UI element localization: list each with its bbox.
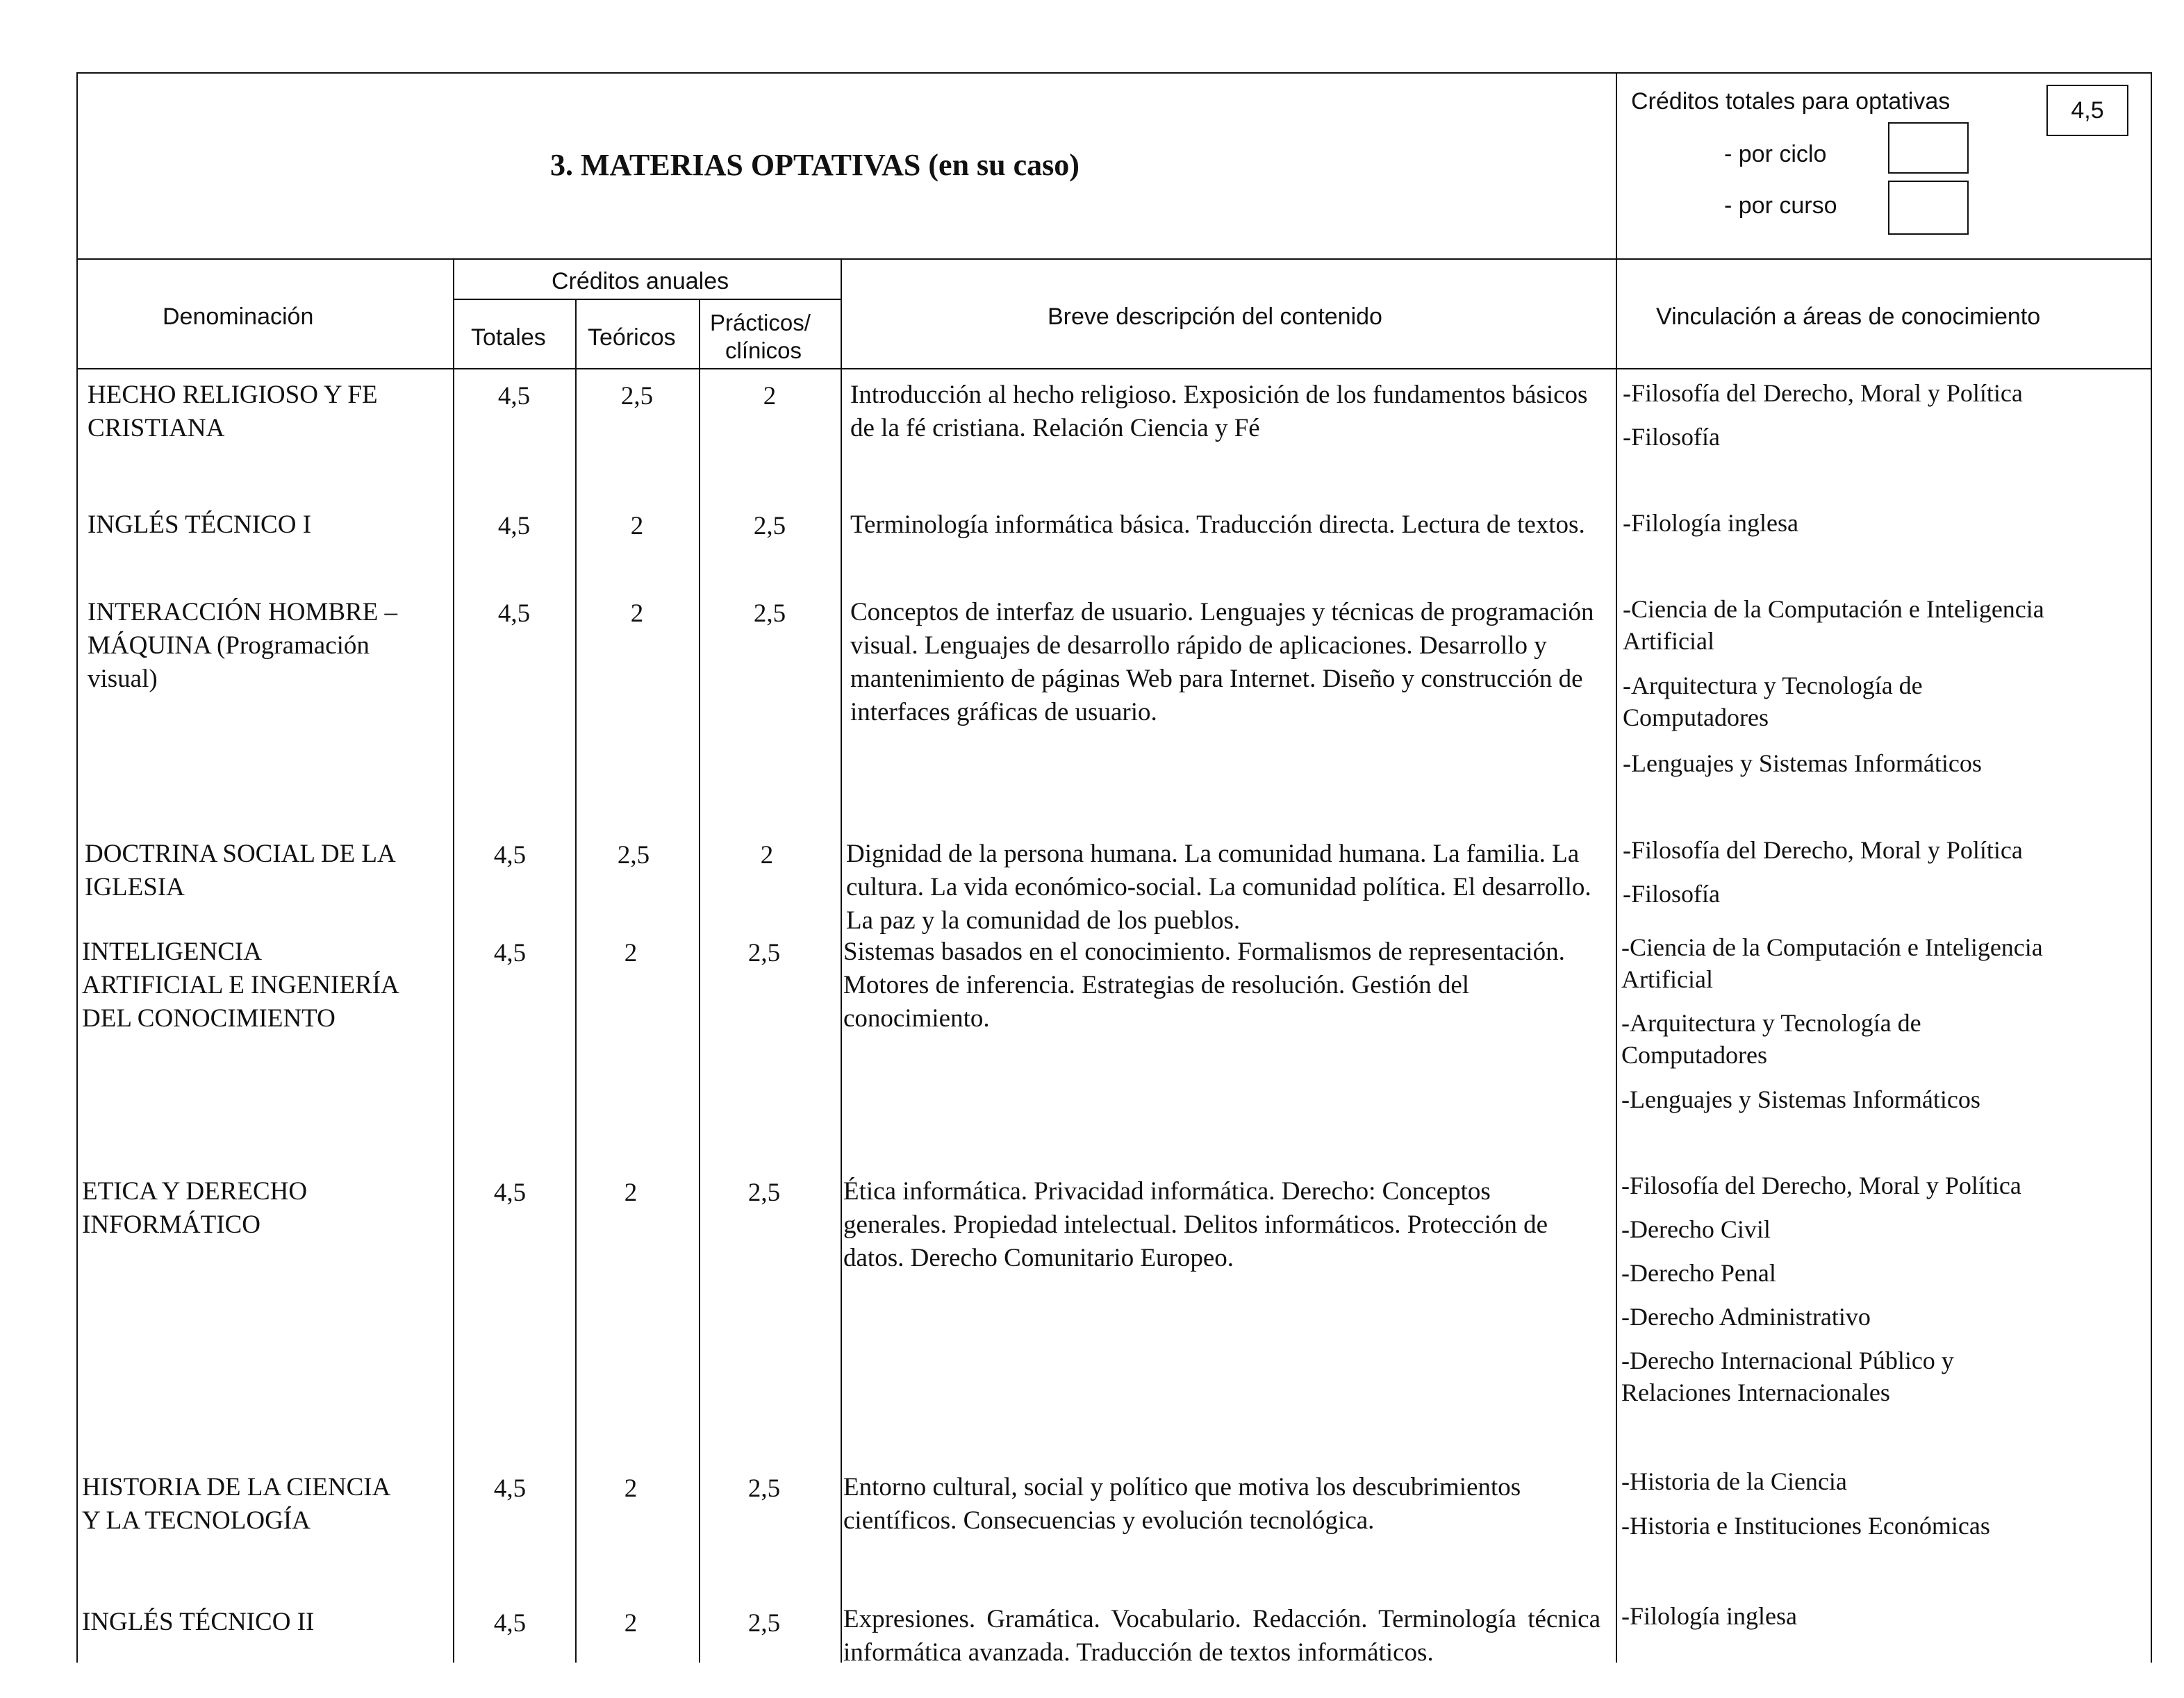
creditos-totales-value: 4,5: [2071, 97, 2104, 124]
row-totales: 4,5: [493, 1609, 527, 1638]
column-line-4: [699, 299, 700, 1663]
row-description: Conceptos de interfaz de usuario. Lenguajes y técnicas de programación visual. Lenguajes de desarrollo rápido de aplicaciones. Desarrollo y mantenimiento de páginas Web para Internet. Diseño y construcción de interfaces gráficas de usuario.: [850, 598, 1594, 726]
column-line-2: [453, 260, 454, 1663]
col-header-teoricos: Teóricos: [588, 324, 676, 351]
row-name: INTELIGENCIA: [82, 938, 262, 966]
col-header-creditos-anuales: Créditos anuales: [552, 268, 729, 294]
row-totales: 4,5: [493, 1179, 527, 1207]
row-area: -Filosofía: [1623, 880, 1720, 908]
row-totales: 4,5: [493, 939, 527, 967]
column-line-5: [841, 260, 842, 1663]
row-name: ARTIFICIAL E INGENIERÍA: [82, 971, 399, 999]
col-header-practicos: Prácticos/: [710, 310, 811, 335]
row-teoricos: 2: [624, 939, 638, 967]
row-name: ETICA Y DERECHO: [82, 1177, 308, 1206]
row-teoricos: 2,5: [620, 382, 654, 410]
row-name: INTERACCIÓN HOMBRE –: [88, 598, 398, 626]
row-area: -Arquitectura y Tecnología de Computadores: [1623, 672, 1923, 731]
row-description: Ética informática. Privacidad informática. Derecho: Conceptos generales. Propiedad intelectual. Delitos informáticos. Protección de datos. Derecho Comunitario Europeo.: [843, 1177, 1548, 1272]
column-line-1: [76, 260, 78, 1663]
row-area: -Derecho Administrativo: [1621, 1303, 1871, 1331]
row-practicos: 2,5: [747, 1474, 781, 1503]
row-description: Introducción al hecho religioso. Exposición de los fundamentos básicos de la fé cristiana. Relación Ciencia y Fé: [850, 381, 1588, 442]
row-area: -Ciencia de la Computación e Inteligencia Artificial: [1621, 933, 2043, 993]
col-header-totales: Totales: [471, 324, 546, 351]
row-description: Sistemas basados en el conocimiento. Formalismos de representación. Motores de inferencia. Estrategias de resolución. Gestión del conocimiento.: [843, 938, 1565, 1033]
row-area: -Filosofía del Derecho, Moral y Política: [1623, 379, 2023, 407]
row-practicos: 2,5: [747, 939, 781, 967]
row-area: -Arquitectura y Tecnología de Computadores: [1621, 1009, 1921, 1069]
row-teoricos: 2: [630, 512, 644, 540]
col-header-descripcion: Breve descripción del contenido: [1048, 303, 1382, 330]
row-name: Y LA TECNOLOGÍA: [82, 1506, 311, 1535]
row-description: Terminología informática básica. Traducción directa. Lectura de textos.: [850, 510, 1585, 539]
row-name: visual): [88, 665, 158, 693]
row-name: HECHO RELIGIOSO Y FE: [88, 381, 378, 409]
col-header-vinculacion: Vinculación a áreas de conocimiento: [1656, 303, 2041, 330]
row-totales: 4,5: [493, 841, 527, 869]
row-totales: 4,5: [493, 1474, 527, 1503]
col-header-denominacion: Denominación: [163, 303, 314, 330]
row-teoricos: 2,5: [617, 841, 650, 869]
row-name: IGLESIA: [85, 873, 185, 901]
row-area: -Derecho Internacional Público y Relaciones Internacionales: [1621, 1347, 1954, 1406]
row-totales: 4,5: [497, 599, 531, 628]
por-ciclo-label: - por ciclo: [1724, 141, 1827, 167]
row-area: -Filosofía del Derecho, Moral y Política: [1621, 1172, 2021, 1199]
row-name: CRISTIANA: [88, 414, 225, 442]
row-name: INGLÉS TÉCNICO I: [88, 510, 312, 539]
row-area: -Historia e Instituciones Económicas: [1621, 1512, 1990, 1540]
row-practicos: 2,5: [753, 599, 786, 628]
row-area: -Derecho Penal: [1621, 1259, 1776, 1287]
row-area: -Filosofía: [1623, 423, 1720, 451]
col-header-clinicos: clínicos: [725, 338, 802, 363]
row-name: DEL CONOCIMIENTO: [82, 1004, 336, 1033]
row-totales: 4,5: [497, 512, 531, 540]
row-name: HISTORIA DE LA CIENCIA: [82, 1473, 391, 1501]
creditos-totales-label: Créditos totales para optativas: [1631, 88, 1951, 115]
row-area: -Lenguajes y Sistemas Informáticos: [1621, 1085, 1980, 1113]
por-curso-label: - por curso: [1724, 192, 1837, 219]
row-name: INGLÉS TÉCNICO II: [82, 1608, 315, 1636]
row-practicos: 2,5: [747, 1609, 781, 1638]
row-area: -Filología inglesa: [1623, 509, 1798, 537]
row-area: -Filosofía del Derecho, Moral y Política: [1623, 836, 2023, 864]
row-name: MÁQUINA (Programación: [88, 631, 370, 660]
row-description: Entorno cultural, social y político que motiva los descubrimientos científicos. Consecuencias y evolución tecnológica.: [843, 1473, 1521, 1535]
row-teoricos: 2: [624, 1609, 638, 1638]
row-practicos: 2,5: [747, 1179, 781, 1207]
row-practicos: 2: [763, 382, 777, 410]
por-curso-box: [1888, 181, 1969, 235]
row-name: INFORMÁTICO: [82, 1210, 260, 1239]
column-header-bottom-line: [76, 368, 2152, 369]
header-divider: [1616, 72, 1617, 260]
row-practicos: 2,5: [753, 512, 786, 540]
creditos-anuales-underline: [453, 299, 841, 300]
row-name: DOCTRINA SOCIAL DE LA: [85, 840, 396, 868]
row-teoricos: 2: [630, 599, 644, 628]
row-description: Dignidad de la persona humana. La comunidad humana. La familia. La cultura. La vida económico-social. La comunidad política. El desarrollo. La paz y la comunidad de los pueblos.: [846, 840, 1591, 935]
row-area: -Derecho Civil: [1621, 1215, 1771, 1243]
column-line-3: [575, 299, 577, 1663]
por-ciclo-box: [1888, 122, 1969, 174]
row-area: -Historia de la Ciencia: [1621, 1467, 1847, 1495]
row-teoricos: 2: [624, 1474, 638, 1503]
row-area: -Ciencia de la Computación e Inteligencia Artificial: [1623, 595, 2044, 655]
row-totales: 4,5: [497, 382, 531, 410]
column-line-7: [2151, 260, 2152, 1663]
page-title: 3. MATERIAS OPTATIVAS (en su caso): [550, 148, 1079, 182]
row-teoricos: 2: [624, 1179, 638, 1207]
row-practicos: 2: [760, 841, 774, 869]
row-area: -Filología inglesa: [1621, 1602, 1797, 1630]
row-area: -Lenguajes y Sistemas Informáticos: [1623, 749, 1982, 777]
row-description: Expresiones. Gramática. Vocabulario. Redacción. Terminología técnica informática avanzada. Traducción de textos informáticos.: [843, 1605, 1600, 1667]
column-line-6: [1616, 260, 1617, 1663]
